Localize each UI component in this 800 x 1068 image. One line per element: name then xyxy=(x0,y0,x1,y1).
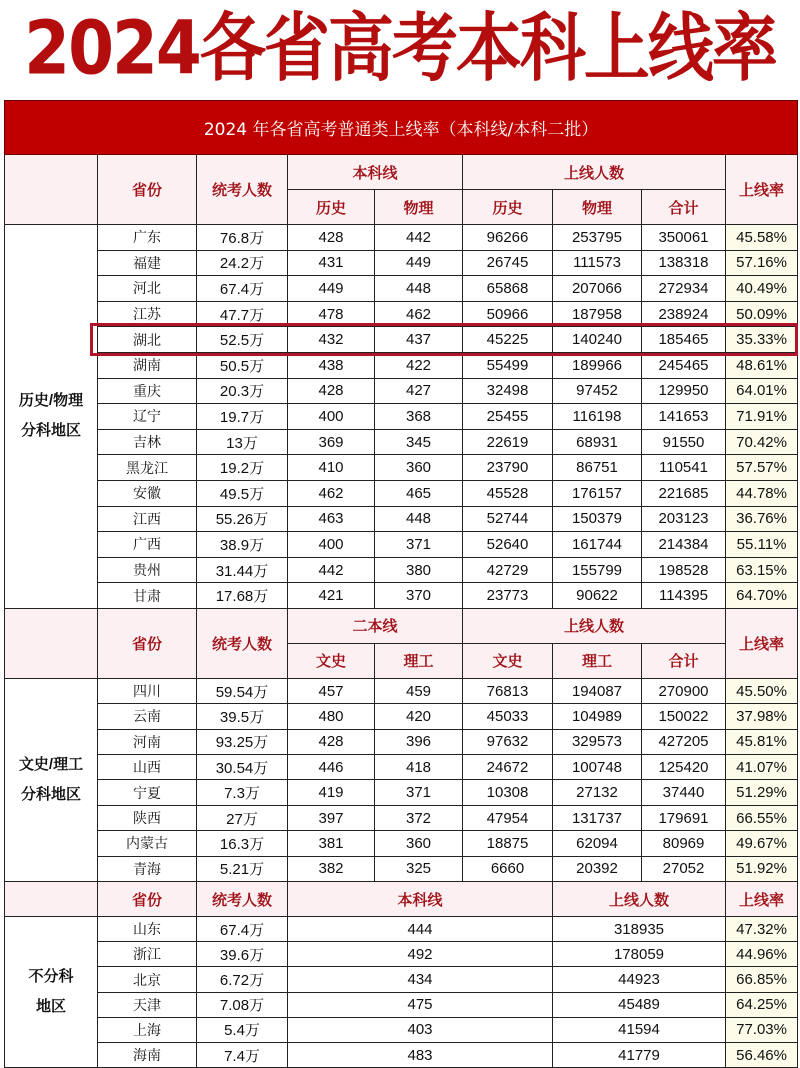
header-count-group: 上线人数 xyxy=(463,155,726,190)
cell-rate: 64.01% xyxy=(726,378,798,404)
cell-count2: 176157 xyxy=(553,480,642,506)
cell-line1: 431 xyxy=(288,250,375,276)
cell-examinees: 52.5万 xyxy=(197,327,288,353)
cell-examinees: 59.54万 xyxy=(197,678,288,703)
cell-line1: 400 xyxy=(288,404,375,430)
cell-province: 上海 xyxy=(98,1017,197,1042)
cell-rate: 41.07% xyxy=(726,755,798,780)
header-sub2: 理工 xyxy=(375,643,463,678)
cell-total: 37440 xyxy=(642,780,726,805)
cell-line1: 381 xyxy=(288,831,375,856)
cell-line: 444 xyxy=(288,917,553,942)
cell-line2: 449 xyxy=(375,250,463,276)
cell-examinees: 67.4万 xyxy=(197,917,288,942)
cell-province: 辽宁 xyxy=(98,404,197,430)
group-label-line1: 不分科 xyxy=(28,968,74,986)
group-label-line2: 地区 xyxy=(35,998,66,1016)
cell-rate: 64.25% xyxy=(726,992,798,1017)
cell-line1: 369 xyxy=(288,429,375,455)
cell-rate: 49.67% xyxy=(726,831,798,856)
cell-total: 185465 xyxy=(642,327,726,353)
cell-count1: 50966 xyxy=(463,301,553,327)
cell-count2: 140240 xyxy=(553,327,642,353)
group-label xyxy=(5,225,98,609)
cell-count2: 90622 xyxy=(553,583,642,609)
table-row xyxy=(5,856,798,881)
cell-line1: 478 xyxy=(288,301,375,327)
cell-line1: 449 xyxy=(288,276,375,302)
cell-count1: 52744 xyxy=(463,506,553,532)
group-label-line1: 文史/理工 xyxy=(18,755,84,773)
header-examinees: 统考人数 xyxy=(197,608,288,678)
cell-examinees: 6.72万 xyxy=(197,967,288,992)
cell-count1: 52640 xyxy=(463,532,553,558)
cell-rate: 48.61% xyxy=(726,352,798,378)
cell-count2: 187958 xyxy=(553,301,642,327)
cell-total: 129950 xyxy=(642,378,726,404)
cell-examinees: 27万 xyxy=(197,805,288,830)
table-row xyxy=(5,532,798,558)
table-row xyxy=(5,805,798,830)
cell-examinees: 39.6万 xyxy=(197,942,288,967)
cell-line2: 380 xyxy=(375,557,463,583)
header-province: 省份 xyxy=(98,882,197,917)
cell-total: 272934 xyxy=(642,276,726,302)
table-row xyxy=(5,729,798,754)
cell-line: 434 xyxy=(288,967,553,992)
cell-examinees: 31.44万 xyxy=(197,557,288,583)
pass-rate-table-container xyxy=(4,100,797,1068)
table-row xyxy=(5,429,798,455)
cell-line2: 418 xyxy=(375,755,463,780)
table-row xyxy=(5,378,798,404)
table-row xyxy=(5,704,798,729)
cell-count2: 27132 xyxy=(553,780,642,805)
table-row xyxy=(5,301,798,327)
cell-examinees: 16.3万 xyxy=(197,831,288,856)
cell-total: 238924 xyxy=(642,301,726,327)
cell-province: 内蒙古 xyxy=(98,831,197,856)
cell-line1: 419 xyxy=(288,780,375,805)
header-count-group: 上线人数 xyxy=(463,608,726,643)
cell-rate: 64.70% xyxy=(726,583,798,609)
cell-rate: 50.09% xyxy=(726,301,798,327)
cell-line2: 360 xyxy=(375,455,463,481)
header-row-top xyxy=(5,608,798,643)
header-province: 省份 xyxy=(98,155,197,225)
header-blank xyxy=(5,882,98,917)
group-label xyxy=(5,917,98,1068)
cell-count2: 20392 xyxy=(553,856,642,881)
cell-count2: 68931 xyxy=(553,429,642,455)
table-banner-row xyxy=(5,101,798,155)
cell-rate: 66.85% xyxy=(726,967,798,992)
cell-total: 198528 xyxy=(642,557,726,583)
cell-count: 41779 xyxy=(553,1042,726,1067)
cell-line2: 462 xyxy=(375,301,463,327)
header-rate: 上线率 xyxy=(726,608,798,678)
cell-line1: 428 xyxy=(288,378,375,404)
cell-total: 27052 xyxy=(642,856,726,881)
cell-line1: 397 xyxy=(288,805,375,830)
cell-count2: 194087 xyxy=(553,678,642,703)
cell-count: 178059 xyxy=(553,942,726,967)
cell-province: 北京 xyxy=(98,967,197,992)
cell-count1: 45225 xyxy=(463,327,553,353)
cell-province: 陕西 xyxy=(98,805,197,830)
cell-rate: 36.76% xyxy=(726,506,798,532)
cell-count1: 18875 xyxy=(463,831,553,856)
cell-examinees: 20.3万 xyxy=(197,378,288,404)
cell-line2: 396 xyxy=(375,729,463,754)
cell-line1: 382 xyxy=(288,856,375,881)
cell-province: 天津 xyxy=(98,992,197,1017)
cell-province: 贵州 xyxy=(98,557,197,583)
cell-line1: 421 xyxy=(288,583,375,609)
table-row xyxy=(5,583,798,609)
cell-count2: 100748 xyxy=(553,755,642,780)
header-rate: 上线率 xyxy=(726,882,798,917)
cell-line2: 360 xyxy=(375,831,463,856)
header-line-group: 本科线 xyxy=(288,155,463,190)
cell-count1: 22619 xyxy=(463,429,553,455)
table-row xyxy=(5,780,798,805)
cell-rate: 51.92% xyxy=(726,856,798,881)
header-sub3: 文史 xyxy=(463,643,553,678)
cell-count2: 155799 xyxy=(553,557,642,583)
cell-examinees: 19.2万 xyxy=(197,455,288,481)
cell-province: 吉林 xyxy=(98,429,197,455)
cell-examinees: 47.7万 xyxy=(197,301,288,327)
group-label xyxy=(5,678,98,881)
cell-count2: 161744 xyxy=(553,532,642,558)
cell-count1: 45033 xyxy=(463,704,553,729)
cell-line1: 463 xyxy=(288,506,375,532)
cell-line2: 325 xyxy=(375,856,463,881)
cell-total: 150022 xyxy=(642,704,726,729)
cell-total: 203123 xyxy=(642,506,726,532)
cell-total: 427205 xyxy=(642,729,726,754)
cell-line2: 371 xyxy=(375,532,463,558)
table-row xyxy=(5,327,798,353)
cell-province: 河南 xyxy=(98,729,197,754)
cell-rate: 66.55% xyxy=(726,805,798,830)
pass-rate-table xyxy=(4,100,798,1068)
cell-total: 110541 xyxy=(642,455,726,481)
cell-line2: 465 xyxy=(375,480,463,506)
table-row xyxy=(5,506,798,532)
cell-count2: 329573 xyxy=(553,729,642,754)
cell-rate: 44.96% xyxy=(726,942,798,967)
cell-examinees: 7.3万 xyxy=(197,780,288,805)
cell-line1: 428 xyxy=(288,729,375,754)
cell-rate: 44.78% xyxy=(726,480,798,506)
cell-count2: 131737 xyxy=(553,805,642,830)
cell-examinees: 17.68万 xyxy=(197,583,288,609)
cell-count1: 96266 xyxy=(463,225,553,251)
cell-line1: 428 xyxy=(288,225,375,251)
cell-rate: 40.49% xyxy=(726,276,798,302)
cell-examinees: 49.5万 xyxy=(197,480,288,506)
table-row xyxy=(5,678,798,703)
header-blank xyxy=(5,155,98,225)
cell-province: 浙江 xyxy=(98,942,197,967)
cell-province: 黑龙江 xyxy=(98,455,197,481)
cell-line2: 459 xyxy=(375,678,463,703)
header-sub2: 物理 xyxy=(375,190,463,225)
cell-examinees: 19.7万 xyxy=(197,404,288,430)
cell-examinees: 38.9万 xyxy=(197,532,288,558)
cell-count: 45489 xyxy=(553,992,726,1017)
cell-count: 318935 xyxy=(553,917,726,942)
cell-rate: 71.91% xyxy=(726,404,798,430)
cell-line2: 437 xyxy=(375,327,463,353)
table-row xyxy=(5,557,798,583)
cell-line: 483 xyxy=(288,1042,553,1067)
cell-line2: 370 xyxy=(375,583,463,609)
group-label-line2: 分科地区 xyxy=(20,422,81,440)
cell-province: 江苏 xyxy=(98,301,197,327)
cell-total: 350061 xyxy=(642,225,726,251)
table-row xyxy=(5,352,798,378)
cell-province: 青海 xyxy=(98,856,197,881)
header-line-group: 本科线 xyxy=(288,882,553,917)
cell-line1: 457 xyxy=(288,678,375,703)
cell-examinees: 76.8万 xyxy=(197,225,288,251)
cell-province: 重庆 xyxy=(98,378,197,404)
cell-province: 山东 xyxy=(98,917,197,942)
header-row xyxy=(5,882,798,917)
table-row xyxy=(5,917,798,942)
cell-count1: 65868 xyxy=(463,276,553,302)
table-row xyxy=(5,1017,798,1042)
cell-rate: 51.29% xyxy=(726,780,798,805)
cell-line1: 410 xyxy=(288,455,375,481)
table-row xyxy=(5,250,798,276)
header-examinees: 统考人数 xyxy=(197,882,288,917)
cell-line1: 446 xyxy=(288,755,375,780)
header-row-top xyxy=(5,155,798,190)
header-count-group: 上线人数 xyxy=(553,882,726,917)
cell-rate: 57.57% xyxy=(726,455,798,481)
cell-rate: 35.33% xyxy=(726,327,798,353)
table-row xyxy=(5,831,798,856)
cell-line: 492 xyxy=(288,942,553,967)
cell-rate: 37.98% xyxy=(726,704,798,729)
cell-count2: 207066 xyxy=(553,276,642,302)
cell-total: 270900 xyxy=(642,678,726,703)
cell-province: 海南 xyxy=(98,1042,197,1067)
cell-total: 245465 xyxy=(642,352,726,378)
cell-examinees: 13万 xyxy=(197,429,288,455)
cell-count1: 6660 xyxy=(463,856,553,881)
cell-total: 214384 xyxy=(642,532,726,558)
page-title: 2024各省高考本科上线率 xyxy=(24,5,776,92)
cell-count: 44923 xyxy=(553,967,726,992)
cell-line1: 438 xyxy=(288,352,375,378)
cell-count1: 26745 xyxy=(463,250,553,276)
cell-line2: 427 xyxy=(375,378,463,404)
cell-rate: 45.58% xyxy=(726,225,798,251)
cell-line2: 442 xyxy=(375,225,463,251)
cell-line2: 345 xyxy=(375,429,463,455)
cell-province: 福建 xyxy=(98,250,197,276)
cell-line2: 368 xyxy=(375,404,463,430)
cell-examinees: 30.54万 xyxy=(197,755,288,780)
table-row xyxy=(5,480,798,506)
header-sub5: 合计 xyxy=(642,643,726,678)
cell-count1: 55499 xyxy=(463,352,553,378)
cell-line1: 462 xyxy=(288,480,375,506)
cell-count1: 10308 xyxy=(463,780,553,805)
cell-count2: 62094 xyxy=(553,831,642,856)
header-sub5: 合计 xyxy=(642,190,726,225)
header-examinees: 统考人数 xyxy=(197,155,288,225)
cell-province: 河北 xyxy=(98,276,197,302)
cell-line2: 420 xyxy=(375,704,463,729)
cell-line1: 400 xyxy=(288,532,375,558)
cell-total: 179691 xyxy=(642,805,726,830)
cell-count1: 45528 xyxy=(463,480,553,506)
cell-line2: 422 xyxy=(375,352,463,378)
cell-count: 41594 xyxy=(553,1017,726,1042)
cell-total: 221685 xyxy=(642,480,726,506)
table-banner: 2024 年各省高考普通类上线率（本科线/本科二批） xyxy=(5,101,798,155)
cell-count1: 24672 xyxy=(463,755,553,780)
cell-province: 安徽 xyxy=(98,480,197,506)
cell-rate: 45.81% xyxy=(726,729,798,754)
cell-line: 403 xyxy=(288,1017,553,1042)
cell-examinees: 5.4万 xyxy=(197,1017,288,1042)
header-sub1: 历史 xyxy=(288,190,375,225)
cell-rate: 56.46% xyxy=(726,1042,798,1067)
cell-rate: 45.50% xyxy=(726,678,798,703)
cell-count2: 97452 xyxy=(553,378,642,404)
header-province: 省份 xyxy=(98,608,197,678)
table-row xyxy=(5,942,798,967)
cell-province: 四川 xyxy=(98,678,197,703)
cell-line: 475 xyxy=(288,992,553,1017)
header-sub1: 文史 xyxy=(288,643,375,678)
cell-count1: 47954 xyxy=(463,805,553,830)
cell-rate: 47.32% xyxy=(726,917,798,942)
cell-count1: 42729 xyxy=(463,557,553,583)
cell-count2: 253795 xyxy=(553,225,642,251)
header-line-group: 二本线 xyxy=(288,608,463,643)
table-row xyxy=(5,276,798,302)
cell-rate: 70.42% xyxy=(726,429,798,455)
cell-line1: 442 xyxy=(288,557,375,583)
group-label-line1: 历史/物理 xyxy=(18,392,84,410)
table-row xyxy=(5,404,798,430)
table-row xyxy=(5,967,798,992)
cell-province: 山西 xyxy=(98,755,197,780)
cell-province: 云南 xyxy=(98,704,197,729)
header-rate: 上线率 xyxy=(726,155,798,225)
table-row xyxy=(5,1042,798,1067)
cell-examinees: 50.5万 xyxy=(197,352,288,378)
header-sub4: 物理 xyxy=(553,190,642,225)
cell-count2: 150379 xyxy=(553,506,642,532)
cell-count2: 104989 xyxy=(553,704,642,729)
cell-total: 125420 xyxy=(642,755,726,780)
cell-rate: 55.11% xyxy=(726,532,798,558)
header-sub3: 历史 xyxy=(463,190,553,225)
header-blank xyxy=(5,608,98,678)
cell-province: 宁夏 xyxy=(98,780,197,805)
table-row xyxy=(5,755,798,780)
cell-province: 甘肃 xyxy=(98,583,197,609)
cell-province: 广东 xyxy=(98,225,197,251)
cell-count1: 76813 xyxy=(463,678,553,703)
cell-total: 80969 xyxy=(642,831,726,856)
cell-total: 138318 xyxy=(642,250,726,276)
cell-examinees: 67.4万 xyxy=(197,276,288,302)
cell-examinees: 39.5万 xyxy=(197,704,288,729)
cell-line2: 372 xyxy=(375,805,463,830)
cell-examinees: 55.26万 xyxy=(197,506,288,532)
cell-count1: 23773 xyxy=(463,583,553,609)
cell-total: 141653 xyxy=(642,404,726,430)
cell-examinees: 5.21万 xyxy=(197,856,288,881)
cell-line1: 432 xyxy=(288,327,375,353)
cell-province: 湖南 xyxy=(98,352,197,378)
cell-rate: 63.15% xyxy=(726,557,798,583)
cell-province: 湖北 xyxy=(98,327,197,353)
cell-line2: 448 xyxy=(375,276,463,302)
cell-line1: 480 xyxy=(288,704,375,729)
group-label-line2: 分科地区 xyxy=(20,785,81,803)
cell-examinees: 24.2万 xyxy=(197,250,288,276)
cell-total: 114395 xyxy=(642,583,726,609)
cell-line2: 371 xyxy=(375,780,463,805)
header-sub4: 理工 xyxy=(553,643,642,678)
cell-examinees: 7.08万 xyxy=(197,992,288,1017)
cell-count2: 189966 xyxy=(553,352,642,378)
cell-count1: 25455 xyxy=(463,404,553,430)
cell-count2: 111573 xyxy=(553,250,642,276)
cell-count1: 97632 xyxy=(463,729,553,754)
cell-province: 江西 xyxy=(98,506,197,532)
cell-count2: 116198 xyxy=(553,404,642,430)
cell-examinees: 93.25万 xyxy=(197,729,288,754)
table-row xyxy=(5,225,798,251)
cell-count1: 23790 xyxy=(463,455,553,481)
cell-province: 广西 xyxy=(98,532,197,558)
cell-count1: 32498 xyxy=(463,378,553,404)
cell-examinees: 7.4万 xyxy=(197,1042,288,1067)
cell-rate: 77.03% xyxy=(726,1017,798,1042)
table-row xyxy=(5,455,798,481)
cell-total: 91550 xyxy=(642,429,726,455)
table-row xyxy=(5,992,798,1017)
cell-count2: 86751 xyxy=(553,455,642,481)
cell-line2: 448 xyxy=(375,506,463,532)
cell-rate: 57.16% xyxy=(726,250,798,276)
